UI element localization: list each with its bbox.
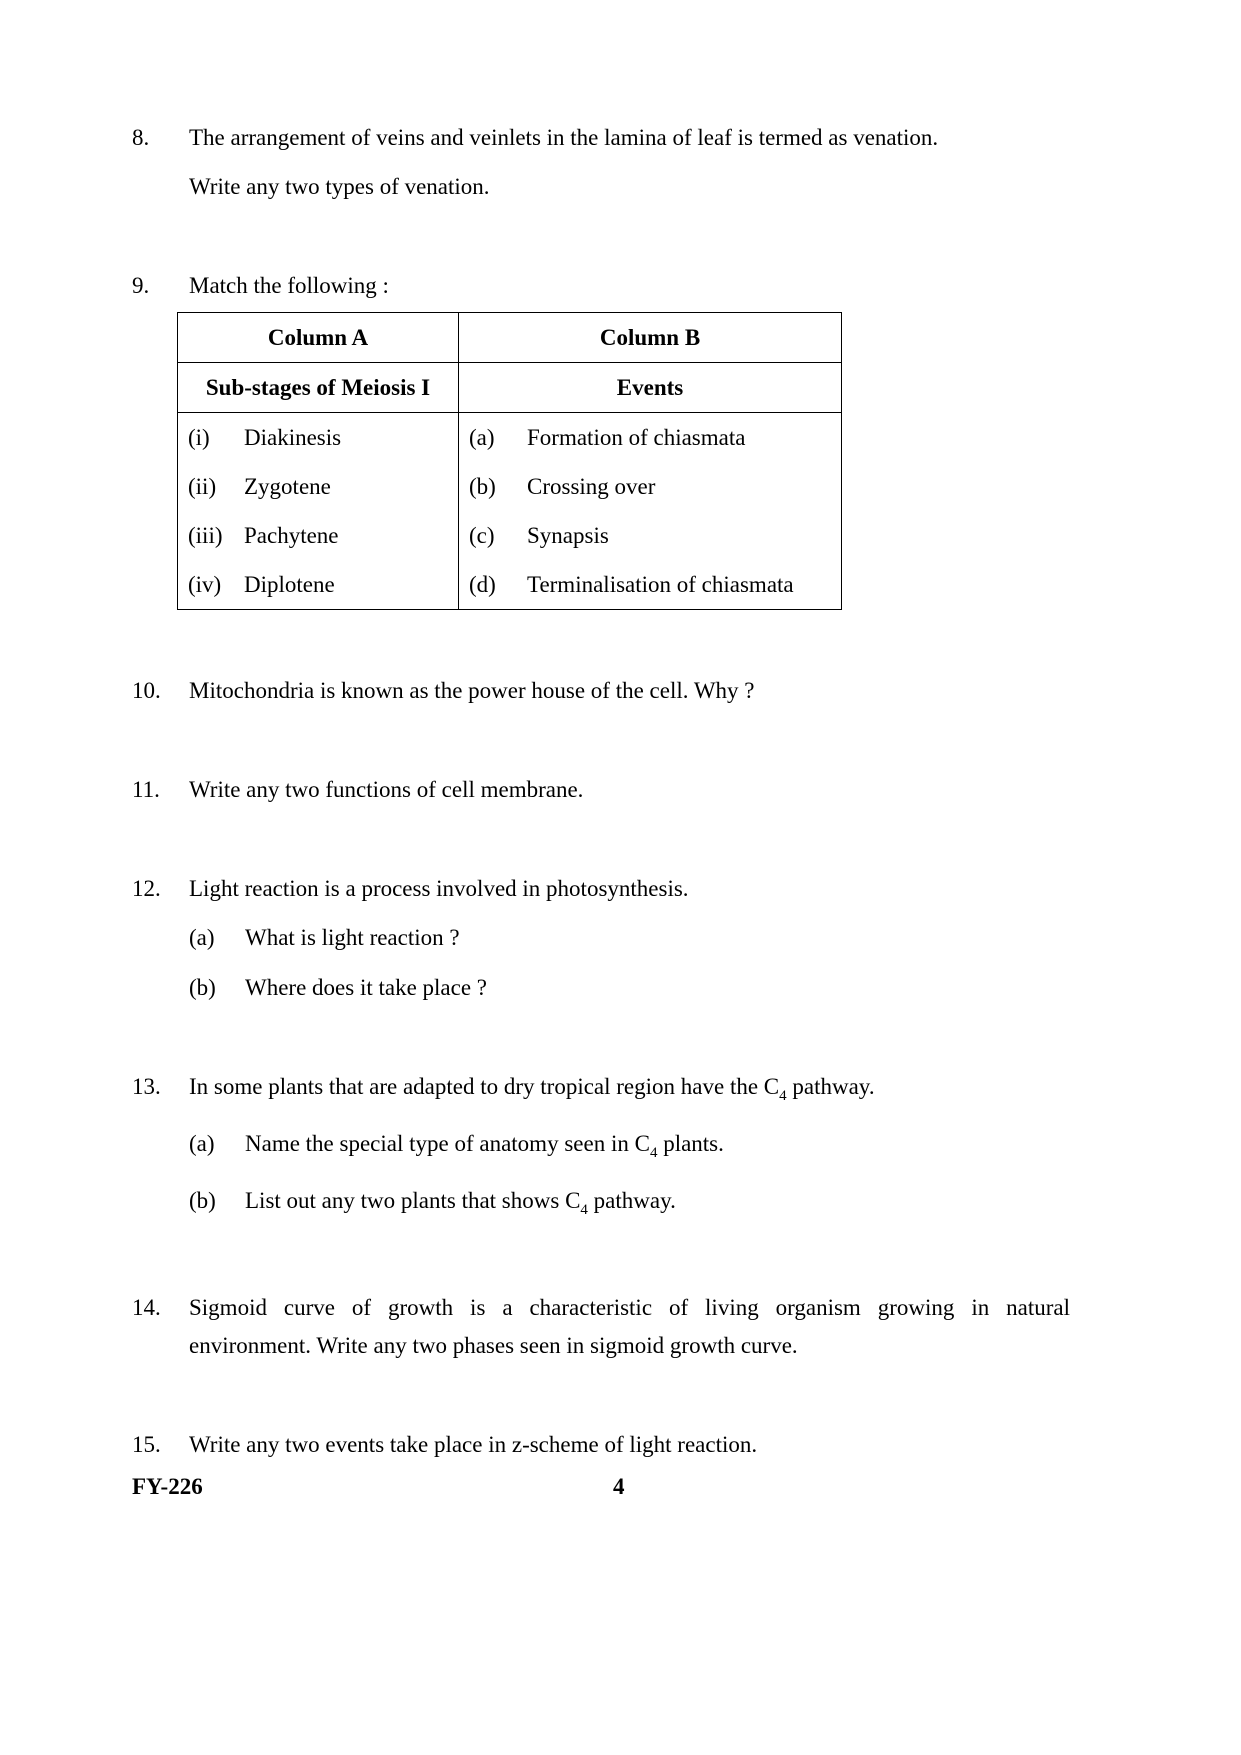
question-10-text: Mitochondria is known as the power house of the cell. Why ?	[189, 678, 755, 703]
table-row	[178, 511, 842, 560]
table-row	[178, 462, 842, 511]
question-12-a-text: What is light reaction ?	[245, 925, 460, 950]
row-a-text: Diplotene	[244, 571, 335, 597]
question-13-a-before: Name the special type of anatomy seen in C	[245, 1131, 650, 1156]
subscript-4: 4	[580, 1202, 588, 1218]
question-12-text: Light reaction is a process involved in photosynthesis.	[189, 876, 689, 901]
subscript-4: 4	[779, 1088, 787, 1104]
question-14-line2: environment. Write any two phases seen in sigmoid growth curve.	[189, 1333, 798, 1358]
question-13-text	[189, 1072, 875, 1102]
question-8-number: 8.	[132, 125, 150, 150]
question-10-number: 10.	[132, 678, 161, 703]
row-b-text: Crossing over	[527, 473, 656, 499]
question-15-number: 15.	[132, 1432, 161, 1457]
row-b-label: (c)	[469, 522, 495, 548]
table-row	[178, 560, 842, 610]
question-13-b-after: pathway.	[587, 1188, 676, 1213]
question-13-text-before: In some plants that are adapted to dry tropical region have the C	[189, 1074, 780, 1099]
row-a-label: (i)	[188, 424, 210, 450]
question-14-line1: Sigmoid curve of growth is a characteristic of living organism growing in natural	[189, 1295, 1070, 1320]
row-a-text: Zygotene	[244, 473, 331, 499]
row-a-text: Diakinesis	[244, 424, 342, 450]
column-a-subheader: Sub-stages of Meiosis I	[178, 363, 459, 413]
question-13-a-after: plants.	[657, 1131, 724, 1156]
subscript-4: 4	[649, 1145, 658, 1161]
question-9-number: 9.	[132, 273, 150, 298]
question-13-b-label: (b)	[189, 1188, 216, 1213]
row-a-label: (iv)	[188, 571, 222, 597]
question-12-b-text: Where does it take place ?	[245, 975, 488, 1000]
question-8-line1: The arrangement of veins and veinlets in the lamina of leaf is termed as venation.	[189, 125, 939, 150]
column-b-subheader: Events	[459, 363, 842, 413]
question-11-number: 11.	[132, 777, 160, 802]
question-12-b-label: (b)	[189, 975, 216, 1000]
row-a-text: Pachytene	[244, 522, 339, 548]
row-b-text: Terminalisation of chiasmata	[527, 571, 794, 597]
row-b-label: (b)	[469, 473, 496, 499]
paper-code: FY-226	[132, 1474, 203, 1499]
table-row	[178, 413, 842, 463]
match-table	[177, 312, 842, 610]
row-b-text: Formation of chiasmata	[527, 424, 746, 450]
question-12-a-label: (a)	[189, 925, 215, 950]
question-13-text-after: pathway.	[786, 1074, 875, 1099]
question-15-text: Write any two events take place in z-scheme of light reaction.	[189, 1432, 758, 1457]
question-8-line2: Write any two types of venation.	[189, 174, 490, 199]
question-12-number: 12.	[132, 876, 161, 901]
question-13-a-text	[245, 1129, 724, 1159]
row-a-label: (iii)	[188, 522, 223, 548]
row-b-label: (a)	[469, 424, 495, 450]
row-b-text: Synapsis	[527, 522, 609, 548]
question-13-a-label: (a)	[189, 1131, 215, 1156]
row-b-label: (d)	[469, 571, 496, 597]
question-9-text: Match the following :	[189, 273, 389, 298]
row-a-label: (ii)	[188, 473, 217, 499]
question-13-b-text	[245, 1186, 676, 1216]
question-13-b-before: List out any two plants that shows C	[245, 1188, 581, 1213]
question-11-text: Write any two functions of cell membrane.	[189, 777, 584, 802]
column-b-header: Column B	[459, 313, 842, 363]
page-number: 4	[613, 1474, 625, 1499]
question-13-number: 13.	[132, 1074, 161, 1099]
column-a-header: Column A	[178, 313, 459, 363]
question-14-number: 14.	[132, 1295, 161, 1320]
